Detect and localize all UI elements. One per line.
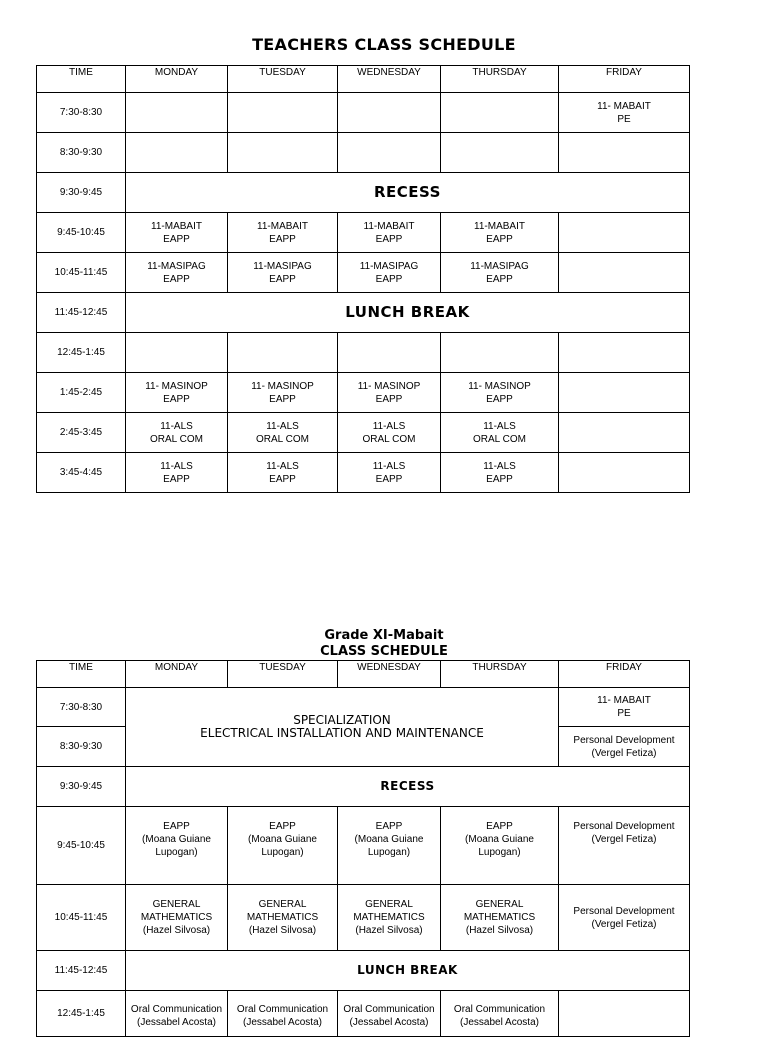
break-cell: LUNCH BREAK <box>126 293 690 333</box>
cell-line: 11-ALS <box>483 460 516 472</box>
schedule-cell <box>228 453 338 493</box>
cell-line: EAPP <box>163 273 190 285</box>
schedule-cell <box>559 213 690 253</box>
cell-line: Personal Development <box>573 821 675 832</box>
cell-line: (Hazel Silvosa) <box>355 925 423 936</box>
schedule-cell <box>441 93 559 133</box>
cell-line: MATHEMATICS <box>463 912 536 923</box>
header-time: TIME <box>37 661 126 688</box>
table-row <box>37 951 690 991</box>
schedule-cell <box>338 991 441 1037</box>
time-cell: 7:30-8:30 <box>37 93 126 133</box>
schedule-cell <box>126 133 228 173</box>
cell-line: (Jessabel Acosta) <box>137 1017 216 1028</box>
cell-line: EAPP <box>375 821 403 832</box>
cell-line: PE <box>617 113 631 125</box>
schedule-cell <box>228 333 338 373</box>
cell-line: EAPP <box>486 821 513 832</box>
cell-line: Oral Communication <box>130 1004 223 1015</box>
cell-line: GENERAL <box>475 899 524 910</box>
schedule-cell <box>126 373 228 413</box>
time-cell: 9:30-9:45 <box>37 767 126 807</box>
schedule-cell <box>338 213 441 253</box>
header-wednesday: WEDNESDAY <box>338 66 441 93</box>
cell-line: ORAL COM <box>150 433 203 445</box>
specialization-name: ELECTRICAL INSTALLATION AND MAINTENANCE <box>200 726 484 740</box>
cell-line: EAPP <box>486 233 513 245</box>
schedule-cell <box>441 373 559 413</box>
time-cell: 2:45-3:45 <box>37 413 126 453</box>
header-row <box>37 66 690 93</box>
cell-line: (Jessabel Acosta) <box>349 1017 429 1028</box>
cell-line: (Jessabel Acosta) <box>243 1017 322 1028</box>
table-row <box>37 253 690 293</box>
cell-line: 11-ALS <box>372 460 406 472</box>
cell-line: EAPP <box>163 393 190 405</box>
schedule-cell <box>228 991 338 1037</box>
schedule-cell <box>228 213 338 253</box>
schedule-cell <box>338 413 441 453</box>
teachers-schedule-table <box>36 65 690 493</box>
schedule-cell <box>559 885 690 951</box>
class-schedule-table <box>36 660 690 1037</box>
cell-line: ORAL COM <box>362 433 416 445</box>
cell-line: EAPP <box>375 273 403 285</box>
header-thursday: THURSDAY <box>441 661 559 688</box>
cell-line: 11- MASINOP <box>251 380 314 392</box>
schedule-cell <box>338 807 441 885</box>
cell-line: EAPP <box>375 393 403 405</box>
cell-line: EAPP <box>486 393 513 405</box>
cell-line: (Moana Guiane <box>142 834 211 845</box>
table-row <box>37 767 690 807</box>
break-cell: RECESS <box>126 173 690 213</box>
time-cell: 11:45-12:45 <box>37 293 126 333</box>
schedule-cell <box>228 413 338 453</box>
schedule-cell <box>559 991 690 1037</box>
schedule-cell <box>338 253 441 293</box>
time-cell: 8:30-9:30 <box>37 133 126 173</box>
cell-line: Lupogan) <box>367 847 411 858</box>
schedule-cell <box>441 991 559 1037</box>
cell-line: EAPP <box>269 473 296 485</box>
schedule-cell <box>338 333 441 373</box>
cell-line: (Jessabel Acosta) <box>460 1017 539 1028</box>
cell-line: GENERAL <box>258 899 307 910</box>
table-row <box>37 807 690 885</box>
schedule-cell <box>228 93 338 133</box>
schedule-cell <box>126 253 228 293</box>
schedule-cell <box>559 253 690 293</box>
schedule-cell <box>441 885 559 951</box>
cell-line: Personal Development <box>573 734 675 746</box>
cell-line: 11-ALS <box>266 420 299 432</box>
cell-line: 11- MABAIT <box>597 695 651 706</box>
cell-line: MATHEMATICS <box>353 912 425 923</box>
cell-line: EAPP <box>269 821 296 832</box>
cell-line: Personal Development <box>573 905 675 917</box>
time-cell: 9:45-10:45 <box>37 807 126 885</box>
schedule-cell <box>559 688 690 727</box>
time-cell: 7:30-8:30 <box>37 688 126 727</box>
schedule-cell <box>559 727 690 767</box>
cell-line: (Hazel Silvosa) <box>142 925 211 936</box>
cell-line: EAPP <box>486 273 513 285</box>
schedule-cell <box>126 885 228 951</box>
cell-line: Oral Communication <box>343 1004 435 1015</box>
table-row <box>37 173 690 213</box>
cell-line: EAPP <box>375 233 403 245</box>
schedule-cell <box>441 133 559 173</box>
table-row <box>37 93 690 133</box>
schedule-cell <box>441 807 559 885</box>
cell-line: Oral Communication <box>236 1004 329 1015</box>
cell-line: ORAL COM <box>473 433 526 445</box>
cell-line: EAPP <box>163 821 190 832</box>
cell-line: EAPP <box>269 233 296 245</box>
cell-line: ORAL COM <box>256 433 309 445</box>
cell-line: 11- MABAIT <box>597 100 651 112</box>
schedule-cell <box>126 453 228 493</box>
schedule-cell <box>559 453 690 493</box>
schedule-cell <box>126 807 228 885</box>
cell-line: 11-MABAIT <box>151 220 202 232</box>
schedule-cell <box>559 413 690 453</box>
header-tuesday: TUESDAY <box>228 661 338 688</box>
table-row <box>37 688 690 727</box>
cell-line: (Vergel Fetiza) <box>591 834 657 845</box>
table-row <box>37 333 690 373</box>
specialization-label: SPECIALIZATION <box>293 713 391 727</box>
cell-line: EAPP <box>163 233 190 245</box>
cell-line: 11-ALS <box>266 460 299 472</box>
cell-line: 11-MABAIT <box>474 220 525 232</box>
cell-line: EAPP <box>375 473 403 485</box>
cell-line: MATHEMATICS <box>140 912 213 923</box>
teachers-schedule-title: TEACHERS CLASS SCHEDULE <box>252 35 516 54</box>
header-time: TIME <box>37 66 126 93</box>
cell-line: 11-ALS <box>483 420 516 432</box>
schedule-cell <box>126 93 228 133</box>
cell-line: Lupogan) <box>478 847 521 858</box>
cell-line: 11-MABAIT <box>363 220 415 232</box>
schedule-cell <box>559 807 690 885</box>
time-cell: 10:45-11:45 <box>37 885 126 951</box>
cell-line: 11-MASIPAG <box>470 260 529 272</box>
schedule-cell <box>441 413 559 453</box>
schedule-cell <box>338 453 441 493</box>
class-schedule-grade: Grade XI-Mabait <box>324 628 444 643</box>
header-friday: FRIDAY <box>559 661 690 688</box>
cell-line: 11-MABAIT <box>257 220 308 232</box>
table-row <box>37 213 690 253</box>
table-row <box>37 453 690 493</box>
table-row <box>37 885 690 951</box>
schedule-cell <box>126 413 228 453</box>
schedule-cell <box>338 93 441 133</box>
cell-line: 11- MASINOP <box>145 380 208 392</box>
cell-line: 11-ALS <box>160 420 193 432</box>
schedule-cell <box>228 885 338 951</box>
schedule-cell <box>559 333 690 373</box>
cell-line: 11-ALS <box>160 460 193 472</box>
cell-line: EAPP <box>486 473 513 485</box>
schedule-cell <box>441 453 559 493</box>
cell-line: (Hazel Silvosa) <box>248 925 317 936</box>
header-friday: FRIDAY <box>559 66 690 93</box>
schedule-cell <box>441 253 559 293</box>
schedule-cell <box>559 373 690 413</box>
cell-line: Lupogan) <box>261 847 304 858</box>
header-wednesday: WEDNESDAY <box>338 661 441 688</box>
time-cell: 12:45-1:45 <box>37 991 126 1037</box>
cell-line: (Hazel Silvosa) <box>465 925 534 936</box>
cell-line: EAPP <box>163 473 190 485</box>
cell-line: (Moana Guiane <box>248 834 317 845</box>
cell-line: 11-MASIPAG <box>147 260 206 272</box>
class-schedule-title <box>0 628 768 660</box>
schedule-cell <box>559 93 690 133</box>
cell-line: 11-MASIPAG <box>253 260 312 272</box>
schedule-cell <box>338 373 441 413</box>
schedule-cell <box>228 253 338 293</box>
time-cell: 8:30-9:30 <box>37 727 126 767</box>
schedule-cell <box>559 133 690 173</box>
time-cell: 11:45-12:45 <box>37 951 126 991</box>
cell-line: 11-ALS <box>372 420 406 432</box>
cell-line: (Moana Guiane <box>465 834 534 845</box>
table-row <box>37 991 690 1037</box>
schedule-cell <box>228 373 338 413</box>
class-schedule-heading: CLASS SCHEDULE <box>320 644 448 659</box>
time-cell: 3:45-4:45 <box>37 453 126 493</box>
header-row <box>37 661 690 688</box>
schedule-cell <box>228 807 338 885</box>
specialization-cell <box>126 688 559 767</box>
table-row <box>37 293 690 333</box>
cell-line: Oral Communication <box>453 1004 546 1015</box>
time-cell: 9:45-10:45 <box>37 213 126 253</box>
cell-line: GENERAL <box>365 899 413 910</box>
header-thursday: THURSDAY <box>441 66 559 93</box>
time-cell: 1:45-2:45 <box>37 373 126 413</box>
schedule-cell <box>441 333 559 373</box>
header-tuesday: TUESDAY <box>228 66 338 93</box>
break-cell: LUNCH BREAK <box>126 951 690 991</box>
schedule-cell <box>338 885 441 951</box>
break-cell: RECESS <box>126 767 690 807</box>
cell-line: 11-MASIPAG <box>359 260 419 272</box>
table-row <box>37 133 690 173</box>
table-row <box>37 413 690 453</box>
table-row <box>37 373 690 413</box>
schedule-cell <box>441 213 559 253</box>
cell-line: (Vergel Fetiza) <box>591 747 657 759</box>
cell-line: MATHEMATICS <box>246 912 319 923</box>
cell-line: (Vergel Fetiza) <box>591 918 657 930</box>
cell-line: Lupogan) <box>155 847 198 858</box>
schedule-cell <box>126 213 228 253</box>
cell-line: EAPP <box>269 393 296 405</box>
time-cell: 10:45-11:45 <box>37 253 126 293</box>
schedule-cell <box>126 991 228 1037</box>
cell-line: (Moana Guiane <box>354 834 424 845</box>
cell-line: 11- MASINOP <box>357 380 421 392</box>
schedule-cell <box>338 133 441 173</box>
cell-line: 11- MASINOP <box>468 380 531 392</box>
schedule-cell <box>228 133 338 173</box>
time-cell: 9:30-9:45 <box>37 173 126 213</box>
time-cell: 12:45-1:45 <box>37 333 126 373</box>
header-monday: MONDAY <box>126 661 228 688</box>
cell-line: PE <box>617 708 631 719</box>
schedule-cell <box>126 333 228 373</box>
cell-line: GENERAL <box>152 899 201 910</box>
cell-line: EAPP <box>269 273 296 285</box>
header-monday: MONDAY <box>126 66 228 93</box>
